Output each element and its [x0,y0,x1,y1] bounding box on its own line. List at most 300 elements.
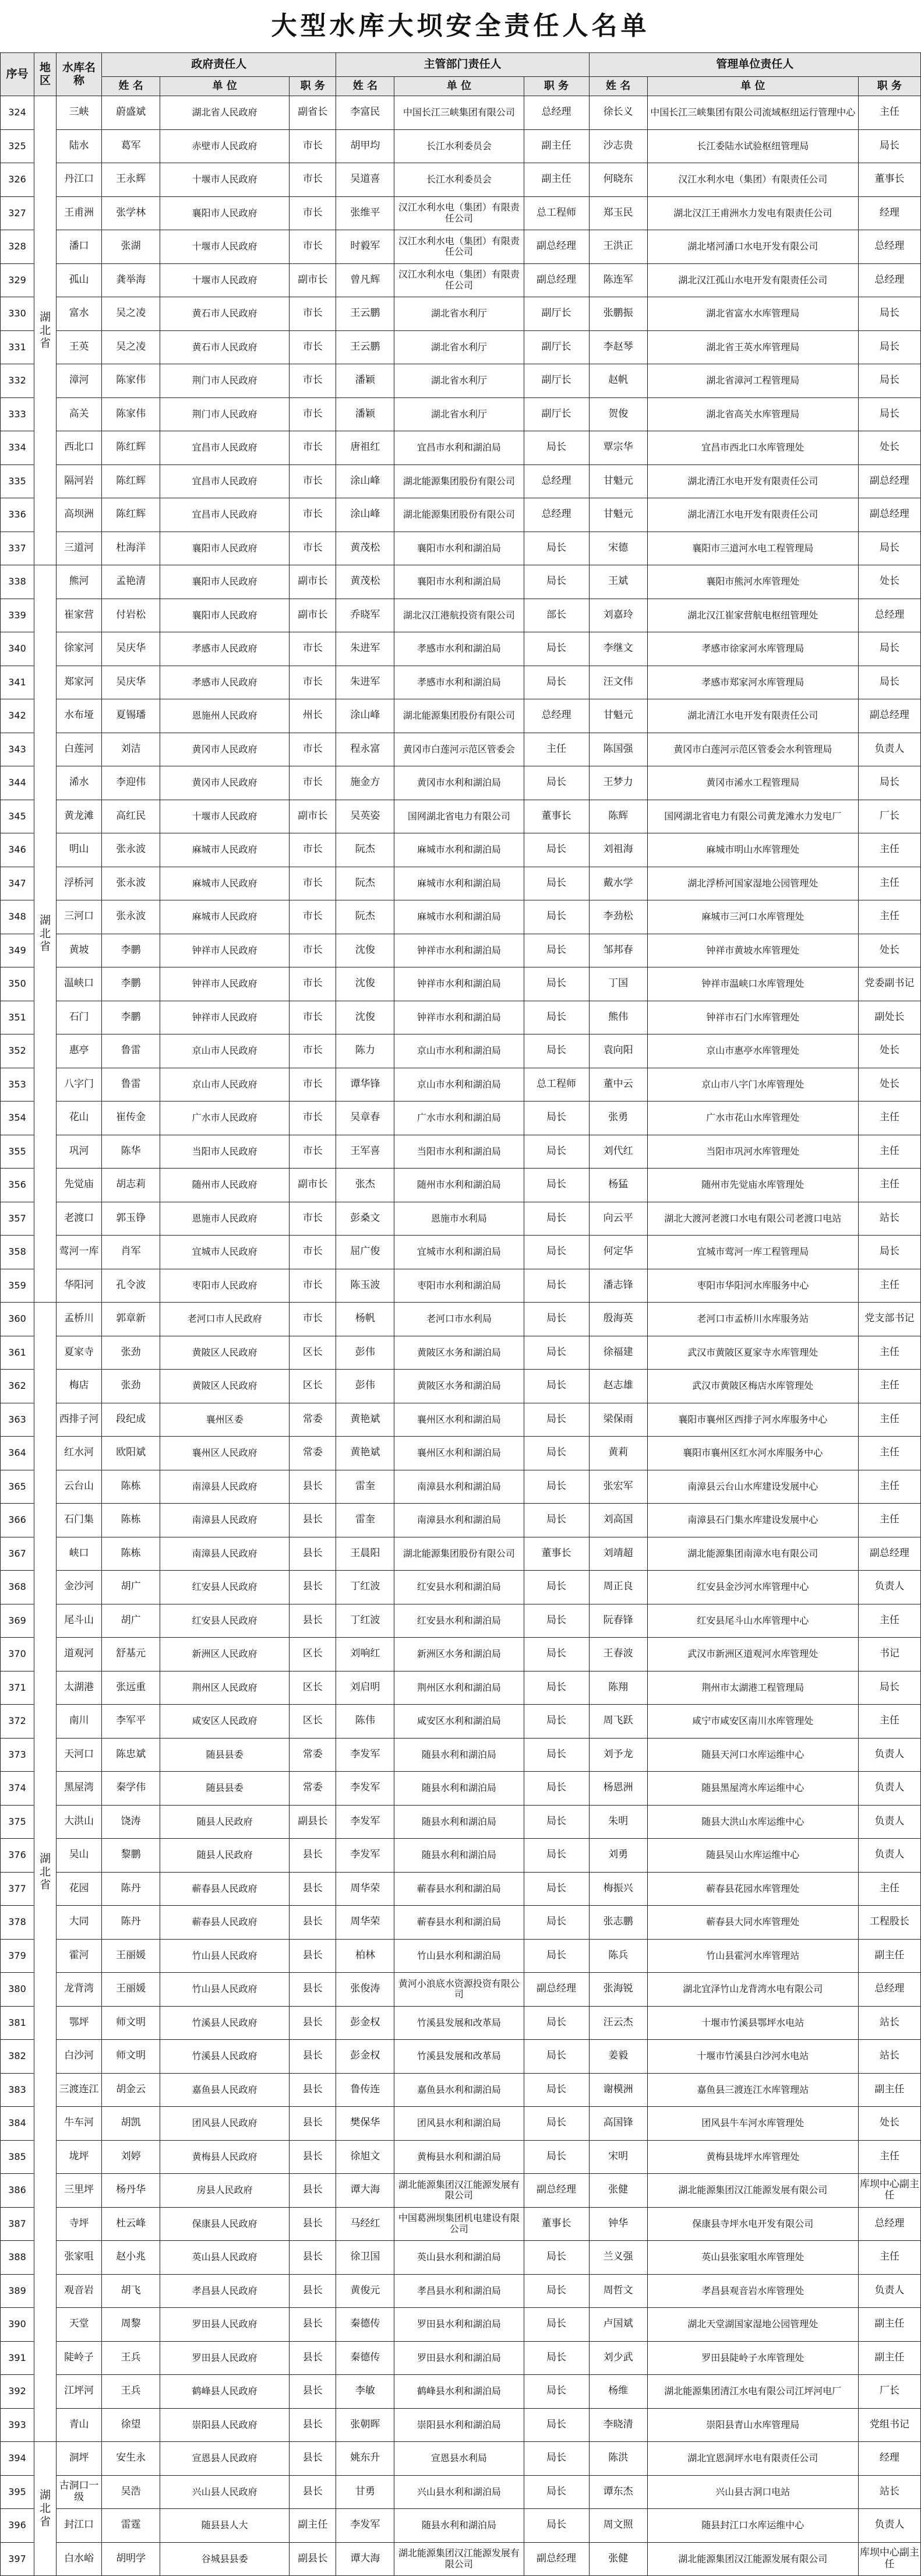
cell-gov-unit: 孝感市人民政府 [160,666,290,699]
cell-mgmt-unit: 钟祥市石门水库管理处 [647,1001,858,1034]
cell-mgmt-post: 局长 [858,532,920,565]
cell-gov-post: 市长 [290,1135,336,1169]
cell-dept-post: 局长 [524,2107,589,2141]
cell-gov-post: 市长 [290,163,336,197]
cell-dept-name: 黄艳斌 [336,1403,394,1437]
cell-reservoir: 隔河岩 [57,464,102,498]
cell-mgmt-unit: 武汉市黄陂区夏家寺水库管理处 [647,1336,858,1370]
cell-mgmt-name: 王斌 [589,565,647,599]
header-gov-post: 职 务 [290,77,336,96]
table-row [1,1437,921,1470]
cell-dept-post: 局长 [524,1705,589,1739]
cell-dept-post: 副总经理 [524,2174,589,2208]
region-cell [34,96,57,565]
cell-mgmt-unit: 当阳市巩河水库管理处 [647,1135,858,1169]
cell-gov-unit: 荆门市人民政府 [160,397,290,431]
table-row [1,1169,921,1202]
table-row [1,2207,921,2241]
table-row [1,2174,921,2208]
cell-dept-post: 局长 [524,833,589,867]
cell-index: 329 [1,263,34,297]
cell-index: 351 [1,1001,34,1034]
cell-mgmt-unit: 湖北宜泽竹山龙背湾水电有限公司 [647,1973,858,2007]
table-body [1,96,921,2576]
cell-dept-unit: 红安县水利和湖泊局 [394,1571,524,1604]
cell-dept-unit: 南漳县水利和湖泊局 [394,1470,524,1504]
cell-mgmt-name: 杨猛 [589,1169,647,1202]
cell-gov-name: 肖军 [102,1236,160,1269]
cell-dept-post: 局长 [524,1939,589,1973]
cell-gov-post: 区长 [290,1370,336,1403]
cell-gov-post: 县长 [290,2442,336,2476]
cell-dept-unit: 团风县水利和湖泊局 [394,2107,524,2141]
cell-dept-name: 彭金权 [336,2040,394,2074]
cell-mgmt-unit: 湖北能源集团汉江能源发展有限公司 [647,2174,858,2208]
cell-gov-unit: 嘉鱼县人民政府 [160,2073,290,2107]
cell-index: 328 [1,230,34,264]
cell-gov-name: 张湖 [102,230,160,264]
cell-dept-post: 局长 [524,1370,589,1403]
cell-gov-name: 陈华 [102,1135,160,1169]
cell-index: 391 [1,2341,34,2375]
cell-mgmt-unit: 武汉市黄陂区梅店水库管理处 [647,1370,858,1403]
cell-gov-post: 常委 [290,1437,336,1470]
cell-dept-post: 总经理 [524,464,589,498]
table-row [1,1772,921,1806]
table-row [1,2341,921,2375]
cell-gov-name: 欧阳斌 [102,1437,160,1470]
cell-dept-post: 局长 [524,1336,589,1370]
cell-gov-post: 区长 [290,1705,336,1739]
cell-mgmt-unit: 湖北省王英水库管理局 [647,330,858,364]
cell-mgmt-post: 总经理 [858,230,920,264]
cell-reservoir: 三道河 [57,532,102,565]
cell-reservoir: 孟桥川 [57,1303,102,1336]
cell-gov-unit: 竹溪县人民政府 [160,2040,290,2074]
cell-gov-name: 饶涛 [102,1805,160,1839]
cell-dept-name: 沈俊 [336,934,394,967]
cell-gov-post: 县长 [290,1537,336,1571]
cell-gov-unit: 恩施市人民政府 [160,1202,290,1236]
cell-gov-name: 杜云峰 [102,2207,160,2241]
cell-mgmt-post: 局长 [858,1671,920,1705]
table-row [1,1872,921,1906]
cell-mgmt-name: 陈国强 [589,733,647,766]
cell-gov-unit: 钟祥市人民政府 [160,934,290,967]
cell-dept-unit: 孝感市水利和湖泊局 [394,632,524,666]
table-row [1,431,921,465]
header-gov-name: 姓 名 [102,77,160,96]
table-row [1,2442,921,2476]
cell-dept-unit: 广水市水利和湖泊局 [394,1102,524,1135]
cell-mgmt-post: 主任 [858,833,920,867]
cell-dept-post: 董事长 [524,2207,589,2241]
cell-index: 341 [1,666,34,699]
cell-mgmt-name: 周正良 [589,1571,647,1604]
cell-gov-post: 市长 [290,1236,336,1269]
cell-mgmt-unit: 竹山县霍河水库管理站 [647,1939,858,1973]
cell-mgmt-name: 王春波 [589,1638,647,1671]
responsibility-table [0,52,921,2576]
cell-mgmt-post: 主任 [858,1437,920,1470]
cell-mgmt-name: 高国锋 [589,2107,647,2141]
cell-dept-unit: 孝昌县水利和湖泊局 [394,2274,524,2308]
cell-gov-post: 县长 [290,2341,336,2375]
cell-gov-name: 刘洁 [102,733,160,766]
cell-index: 336 [1,498,34,532]
table-row [1,699,921,733]
cell-gov-post: 县长 [290,2308,336,2342]
table-row [1,1738,921,1772]
table-row [1,196,921,230]
cell-reservoir: 温峡口 [57,967,102,1001]
cell-dept-post: 副总经理 [524,230,589,264]
cell-mgmt-name: 宋德 [589,532,647,565]
cell-dept-unit: 新洲区水务和湖泊局 [394,1638,524,1671]
cell-dept-post: 局长 [524,1303,589,1336]
cell-mgmt-post: 局长 [858,766,920,800]
cell-index: 381 [1,2006,34,2040]
cell-dept-post: 局长 [524,1571,589,1604]
cell-reservoir: 封江口 [57,2509,102,2543]
header-dept-group: 主管部门责任人 [336,53,589,77]
table-row [1,833,921,867]
cell-gov-unit: 随县人民政府 [160,1839,290,1873]
table-row [1,2073,921,2107]
cell-gov-post: 市长 [290,666,336,699]
cell-gov-unit: 十堰市人民政府 [160,230,290,264]
cell-mgmt-name: 何晓东 [589,163,647,197]
cell-dept-unit: 湖北省水利厅 [394,364,524,398]
cell-index: 394 [1,2442,34,2476]
cell-mgmt-name: 赵志雄 [589,1370,647,1403]
cell-dept-post: 局长 [524,2241,589,2275]
cell-dept-unit: 宣恩县水利局 [394,2442,524,2476]
cell-dept-post: 总工程师 [524,196,589,230]
cell-dept-name: 程永富 [336,733,394,766]
cell-gov-name: 李鹏 [102,1001,160,1034]
cell-dept-post: 局长 [524,1269,589,1303]
cell-dept-post: 局长 [524,1872,589,1906]
table-row [1,1269,921,1303]
cell-dept-unit: 随县水利和湖泊局 [394,1805,524,1839]
cell-mgmt-name: 张健 [589,2174,647,2208]
cell-dept-name: 阮杰 [336,833,394,867]
cell-mgmt-name: 刘祖海 [589,833,647,867]
cell-gov-unit: 广水市人民政府 [160,1102,290,1135]
cell-gov-name: 付岩松 [102,599,160,632]
cell-gov-name: 吴庆华 [102,666,160,699]
cell-mgmt-unit: 湖北清江水电开发有限责任公司 [647,464,858,498]
cell-gov-unit: 黄梅县人民政府 [160,2140,290,2174]
cell-mgmt-name: 赵帆 [589,364,647,398]
table-row [1,1504,921,1537]
cell-dept-unit: 襄阳市水利和湖泊局 [394,532,524,565]
cell-dept-post: 局长 [524,1805,589,1839]
cell-mgmt-unit: 黄冈市白莲河示范区管委会水利管理局 [647,733,858,766]
cell-dept-post: 局长 [524,1738,589,1772]
cell-gov-post: 市长 [290,230,336,264]
cell-mgmt-unit: 湖北宜恩洞坪水电有限责任公司 [647,2442,858,2476]
cell-mgmt-post: 主任 [858,1705,920,1739]
cell-index: 362 [1,1370,34,1403]
cell-dept-post: 副主任 [524,129,589,163]
cell-gov-unit: 襄阳市人民政府 [160,565,290,599]
cell-gov-name: 杜海洋 [102,532,160,565]
cell-dept-name: 柏林 [336,1939,394,1973]
table-row [1,1839,921,1873]
cell-mgmt-unit: 湖北天堂湖国家湿地公园管理处 [647,2308,858,2342]
cell-dept-post: 总经理 [524,699,589,733]
cell-gov-unit: 兴山县人民政府 [160,2475,290,2509]
cell-gov-post: 县长 [290,2140,336,2174]
cell-mgmt-post: 负责人 [858,1839,920,1873]
cell-mgmt-name: 李赵琴 [589,330,647,364]
cell-dept-post: 局长 [524,2040,589,2074]
cell-index: 364 [1,1437,34,1470]
cell-reservoir: 道观河 [57,1638,102,1671]
cell-dept-unit: 黄冈市水利和湖泊局 [394,766,524,800]
cell-gov-name: 陈家伟 [102,364,160,398]
cell-dept-unit: 中国长江三峡集团有限公司 [394,96,524,130]
cell-gov-unit: 咸安区人民政府 [160,1705,290,1739]
cell-index: 332 [1,364,34,398]
table-row [1,129,921,163]
cell-index: 365 [1,1470,34,1504]
cell-reservoir: 西排子河 [57,1403,102,1437]
cell-gov-unit: 宜昌市人民政府 [160,464,290,498]
cell-dept-unit: 黄陂区水务和湖泊局 [394,1370,524,1403]
cell-dept-name: 姚东升 [336,2442,394,2476]
cell-dept-unit: 黄河小浪底水资源投资有限公司 [394,1973,524,2007]
table-row [1,2542,921,2576]
cell-mgmt-post: 主任 [858,1102,920,1135]
cell-gov-name: 王丽媛 [102,1939,160,1973]
cell-gov-name: 郭章新 [102,1303,160,1336]
cell-gov-post: 区长 [290,1638,336,1671]
cell-gov-name: 张永波 [102,867,160,900]
region-cell [34,1303,57,2442]
cell-mgmt-name: 李晓清 [589,2408,647,2442]
table-row [1,532,921,565]
cell-mgmt-unit: 湖北能源集团南漳水电有限公司 [647,1537,858,1571]
cell-dept-unit: 钟祥市水利和湖泊局 [394,967,524,1001]
cell-index: 370 [1,1638,34,1671]
cell-dept-post: 副总经理 [524,263,589,297]
cell-gov-name: 徐望 [102,2408,160,2442]
header-dept-post: 职 务 [524,77,589,96]
cell-gov-name: 黎鹏 [102,1839,160,1873]
cell-reservoir: 王甫洲 [57,196,102,230]
cell-index: 372 [1,1705,34,1739]
cell-mgmt-post: 副主任 [858,2308,920,2342]
cell-dept-post: 局长 [524,2274,589,2308]
table-row [1,397,921,431]
cell-mgmt-post: 主任 [858,1604,920,1638]
cell-dept-unit: 咸安区水利和湖泊局 [394,1705,524,1739]
cell-index: 396 [1,2509,34,2543]
cell-gov-name: 周黎 [102,2308,160,2342]
cell-mgmt-unit: 汉江水利水电（集团）有限责任公司 [647,163,858,197]
table-row [1,364,921,398]
cell-gov-unit: 麻城市人民政府 [160,833,290,867]
cell-dept-post: 副厅长 [524,330,589,364]
cell-gov-name: 安生永 [102,2442,160,2476]
cell-gov-post: 县长 [290,1973,336,2007]
cell-gov-post: 市长 [290,532,336,565]
cell-mgmt-unit: 南漳县云台山水库建设发展中心 [647,1470,858,1504]
cell-reservoir: 白水峪 [57,2542,102,2576]
cell-reservoir: 黄坡 [57,934,102,967]
table-row [1,2107,921,2141]
cell-reservoir: 高关 [57,397,102,431]
cell-gov-post: 市长 [290,297,336,331]
cell-dept-name: 曾凡辉 [336,263,394,297]
cell-mgmt-post: 主任 [858,2241,920,2275]
table-row [1,330,921,364]
cell-dept-name: 秦德传 [336,2308,394,2342]
table-row [1,464,921,498]
cell-dept-name: 丁红波 [336,1604,394,1638]
cell-dept-unit: 随州市水利和湖泊局 [394,1169,524,1202]
cell-gov-unit: 随州市人民政府 [160,1169,290,1202]
cell-gov-name: 师文明 [102,2040,160,2074]
table-row [1,666,921,699]
cell-dept-post: 局长 [524,1906,589,1940]
cell-gov-name: 陈丹 [102,1872,160,1906]
cell-mgmt-name: 刘嘉玲 [589,599,647,632]
cell-mgmt-unit: 孝感市郑家河水库管理局 [647,666,858,699]
cell-reservoir: 花山 [57,1102,102,1135]
cell-mgmt-post: 党支部书记 [858,1303,920,1336]
table-row [1,2040,921,2074]
cell-reservoir: 西北口 [57,431,102,465]
table-row [1,766,921,800]
cell-gov-name: 张劲 [102,1370,160,1403]
cell-mgmt-name: 何定华 [589,1236,647,1269]
cell-reservoir: 水布垭 [57,699,102,733]
cell-dept-post: 局长 [524,1638,589,1671]
cell-index: 325 [1,129,34,163]
cell-dept-name: 李发军 [336,2509,394,2543]
cell-gov-name: 胡金云 [102,2073,160,2107]
cell-gov-unit: 赤壁市人民政府 [160,129,290,163]
cell-dept-unit: 竹溪县发展和改革局 [394,2006,524,2040]
cell-dept-unit: 襄州区水利和湖泊局 [394,1437,524,1470]
cell-mgmt-post: 书记 [858,1638,920,1671]
cell-mgmt-post: 负责人 [858,1571,920,1604]
cell-dept-name: 唐祖红 [336,431,394,465]
cell-gov-name: 陈红辉 [102,498,160,532]
cell-index: 392 [1,2375,34,2409]
cell-dept-unit: 汉江水利水电（集团）有限责任公司 [394,230,524,264]
cell-gov-post: 副县长 [290,2542,336,2576]
cell-index: 335 [1,464,34,498]
cell-mgmt-unit: 孝感市徐家河水库管理局 [647,632,858,666]
cell-gov-unit: 孝昌县人民政府 [160,2274,290,2308]
cell-gov-unit: 随县人民政府 [160,1805,290,1839]
cell-mgmt-name: 殷海英 [589,1303,647,1336]
cell-mgmt-name: 周哲文 [589,2274,647,2308]
cell-gov-post: 常委 [290,1403,336,1437]
cell-gov-post: 县长 [290,1939,336,1973]
cell-dept-post: 局长 [524,431,589,465]
cell-gov-post: 市长 [290,1068,336,1102]
cell-gov-unit: 襄州区人民政府 [160,1437,290,1470]
cell-gov-post: 市长 [290,364,336,398]
cell-mgmt-unit: 湖北清江水电开发有限责任公司 [647,498,858,532]
cell-gov-name: 张永波 [102,900,160,934]
cell-gov-unit: 团风县人民政府 [160,2107,290,2141]
table-row [1,96,921,130]
cell-dept-name: 黄茂松 [336,565,394,599]
table-row [1,1102,921,1135]
table-row [1,1705,921,1739]
cell-gov-post: 副市长 [290,599,336,632]
cell-reservoir: 白莲河 [57,733,102,766]
cell-gov-name: 陈栋 [102,1504,160,1537]
cell-mgmt-unit: 红安县金沙河水库管理中心 [647,1571,858,1604]
cell-dept-post: 局长 [524,2375,589,2409]
cell-dept-unit: 随县水利和湖泊局 [394,1839,524,1873]
cell-dept-name: 潘颖 [336,397,394,431]
cell-mgmt-name: 李继文 [589,632,647,666]
cell-dept-unit: 长江水利委员会 [394,163,524,197]
cell-mgmt-unit: 随州市先觉庙水库管理处 [647,1169,858,1202]
cell-mgmt-name: 宋明 [589,2140,647,2174]
cell-mgmt-name: 袁向阳 [589,1034,647,1068]
cell-mgmt-post: 站长 [858,2006,920,2040]
page-title: 大型水库大坝安全责任人名单 [271,11,650,41]
cell-gov-unit: 随县县委 [160,1738,290,1772]
cell-mgmt-unit: 十堰市竹溪县鄂坪水电站 [647,2006,858,2040]
cell-reservoir: 郑家河 [57,666,102,699]
cell-dept-name: 乔晓军 [336,599,394,632]
cell-mgmt-name: 张海锐 [589,1973,647,2007]
cell-dept-post: 局长 [524,565,589,599]
cell-dept-post: 局长 [524,1604,589,1638]
cell-dept-name: 李发军 [336,1772,394,1806]
cell-gov-unit: 蕲春县人民政府 [160,1872,290,1906]
cell-index: 377 [1,1872,34,1906]
header-index: 序号 [1,53,34,96]
cell-dept-unit: 钟祥市水利和湖泊局 [394,1001,524,1034]
cell-dept-name: 徐卫国 [336,2241,394,2275]
region-label: 湖北省 [40,310,51,350]
cell-gov-unit: 宣恩县人民政府 [160,2442,290,2476]
cell-index: 373 [1,1738,34,1772]
cell-reservoir: 大同 [57,1906,102,1940]
cell-index: 355 [1,1135,34,1169]
cell-mgmt-unit: 随县吴山水库运维中心 [647,1839,858,1873]
cell-gov-unit: 房县人民政府 [160,2174,290,2208]
cell-mgmt-unit: 京山市惠亭水库管理处 [647,1034,858,1068]
cell-index: 384 [1,2107,34,2141]
cell-mgmt-name: 黄莉 [589,1437,647,1470]
cell-reservoir: 陡岭子 [57,2341,102,2375]
cell-mgmt-name: 梁保雨 [589,1403,647,1437]
cell-gov-unit: 钟祥市人民政府 [160,1001,290,1034]
cell-dept-unit: 湖北能源集团股份有限公司 [394,464,524,498]
cell-dept-unit: 当阳市水利和湖泊局 [394,1135,524,1169]
cell-mgmt-post: 党组书记 [858,2408,920,2442]
cell-mgmt-name: 覃宗华 [589,431,647,465]
cell-mgmt-name: 徐长义 [589,96,647,130]
cell-reservoir: 华阳河 [57,1269,102,1303]
cell-mgmt-post: 站长 [858,1202,920,1236]
cell-dept-name: 阮杰 [336,900,394,934]
cell-index: 380 [1,1973,34,2007]
